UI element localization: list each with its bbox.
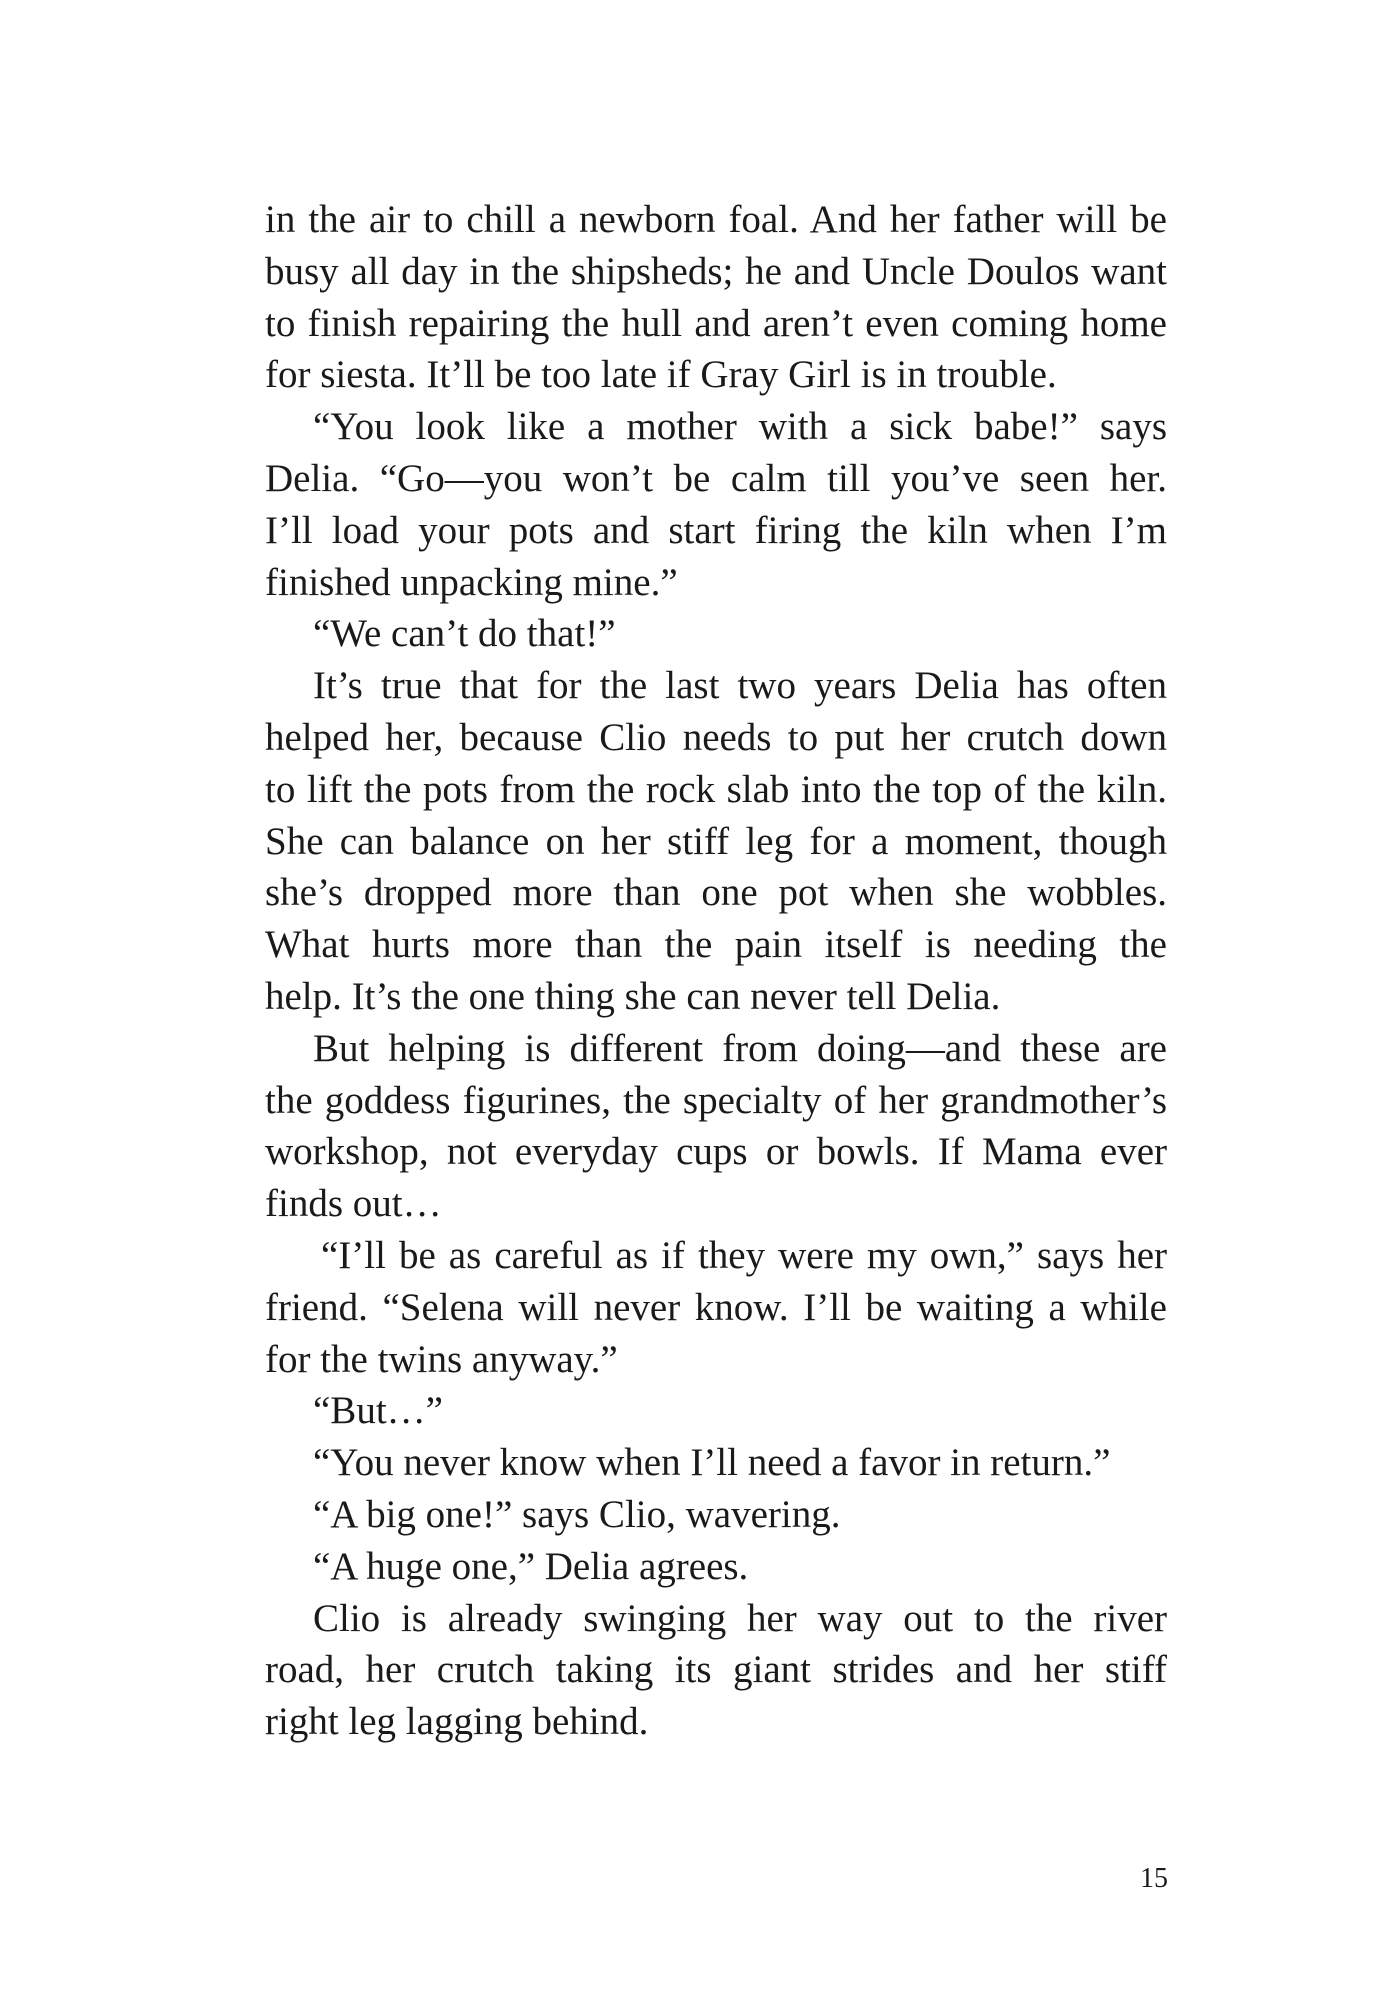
text-line: finds out… — [265, 1182, 442, 1226]
text-line: road, her crutch taking its giant strides and her stiff — [265, 1648, 1167, 1692]
text-line: the goddess figurines, the specialty of her grandmother’s — [265, 1078, 1167, 1122]
text-line: “A huge one,” Delia agrees. — [313, 1544, 749, 1588]
text-line: for siesta. It’ll be too late if Gray Girl is in trouble. — [265, 353, 1057, 397]
text-line: “I’ll be as careful as if they were my own,” says her — [321, 1233, 1167, 1277]
text-line: It’s true that for the last two years Delia has often — [313, 664, 1167, 708]
text-line: finished unpacking mine.” — [265, 560, 678, 604]
text-line: What hurts more than the pain itself is needing the — [265, 923, 1167, 967]
text-line: “A big one!” says Clio, wavering. — [313, 1492, 841, 1536]
text-line: helped her, because Clio needs to put her crutch down — [265, 715, 1167, 759]
page-number: 15 — [1140, 1863, 1168, 1894]
text-line: busy all day in the shipsheds; he and Uncle Doulos want — [265, 249, 1167, 293]
text-line: in the air to chill a newborn foal. And her father will be — [265, 198, 1167, 241]
text-line: But helping is different from doing—and these are — [313, 1026, 1167, 1070]
text-line: She can balance on her stiff leg for a moment, though — [265, 819, 1167, 863]
body-text — [265, 194, 1167, 1748]
text-line: “But…” — [313, 1389, 443, 1433]
text-line: to finish repairing the hull and aren’t even coming home — [265, 301, 1167, 345]
text-line: “You look like a mother with a sick babe!” says — [313, 405, 1167, 449]
text-line: “We can’t do that!” — [313, 612, 616, 656]
text-line: help. It’s the one thing she can never tell Delia. — [265, 974, 1001, 1018]
text-line: workshop, not everyday cups or bowls. If Mama ever — [265, 1130, 1167, 1174]
text-line: Clio is already swinging her way out to the river — [313, 1596, 1167, 1640]
text-line: Delia. “Go—you won’t be calm till you’ve seen her. — [265, 456, 1167, 500]
text-line: to lift the pots from the rock slab into the top of the kiln. — [265, 767, 1167, 811]
text-line: friend. “Selena will never know. I’ll be waiting a while — [265, 1285, 1167, 1329]
text-line: I’ll load your pots and start firing the kiln when I’m — [265, 508, 1167, 552]
text-line: right leg lagging behind. — [265, 1700, 649, 1744]
text-line: she’s dropped more than one pot when she wobbles. — [265, 871, 1167, 915]
text-line: for the twins anyway.” — [265, 1337, 618, 1381]
text-line: “You never know when I’ll need a favor in return.” — [313, 1441, 1111, 1485]
